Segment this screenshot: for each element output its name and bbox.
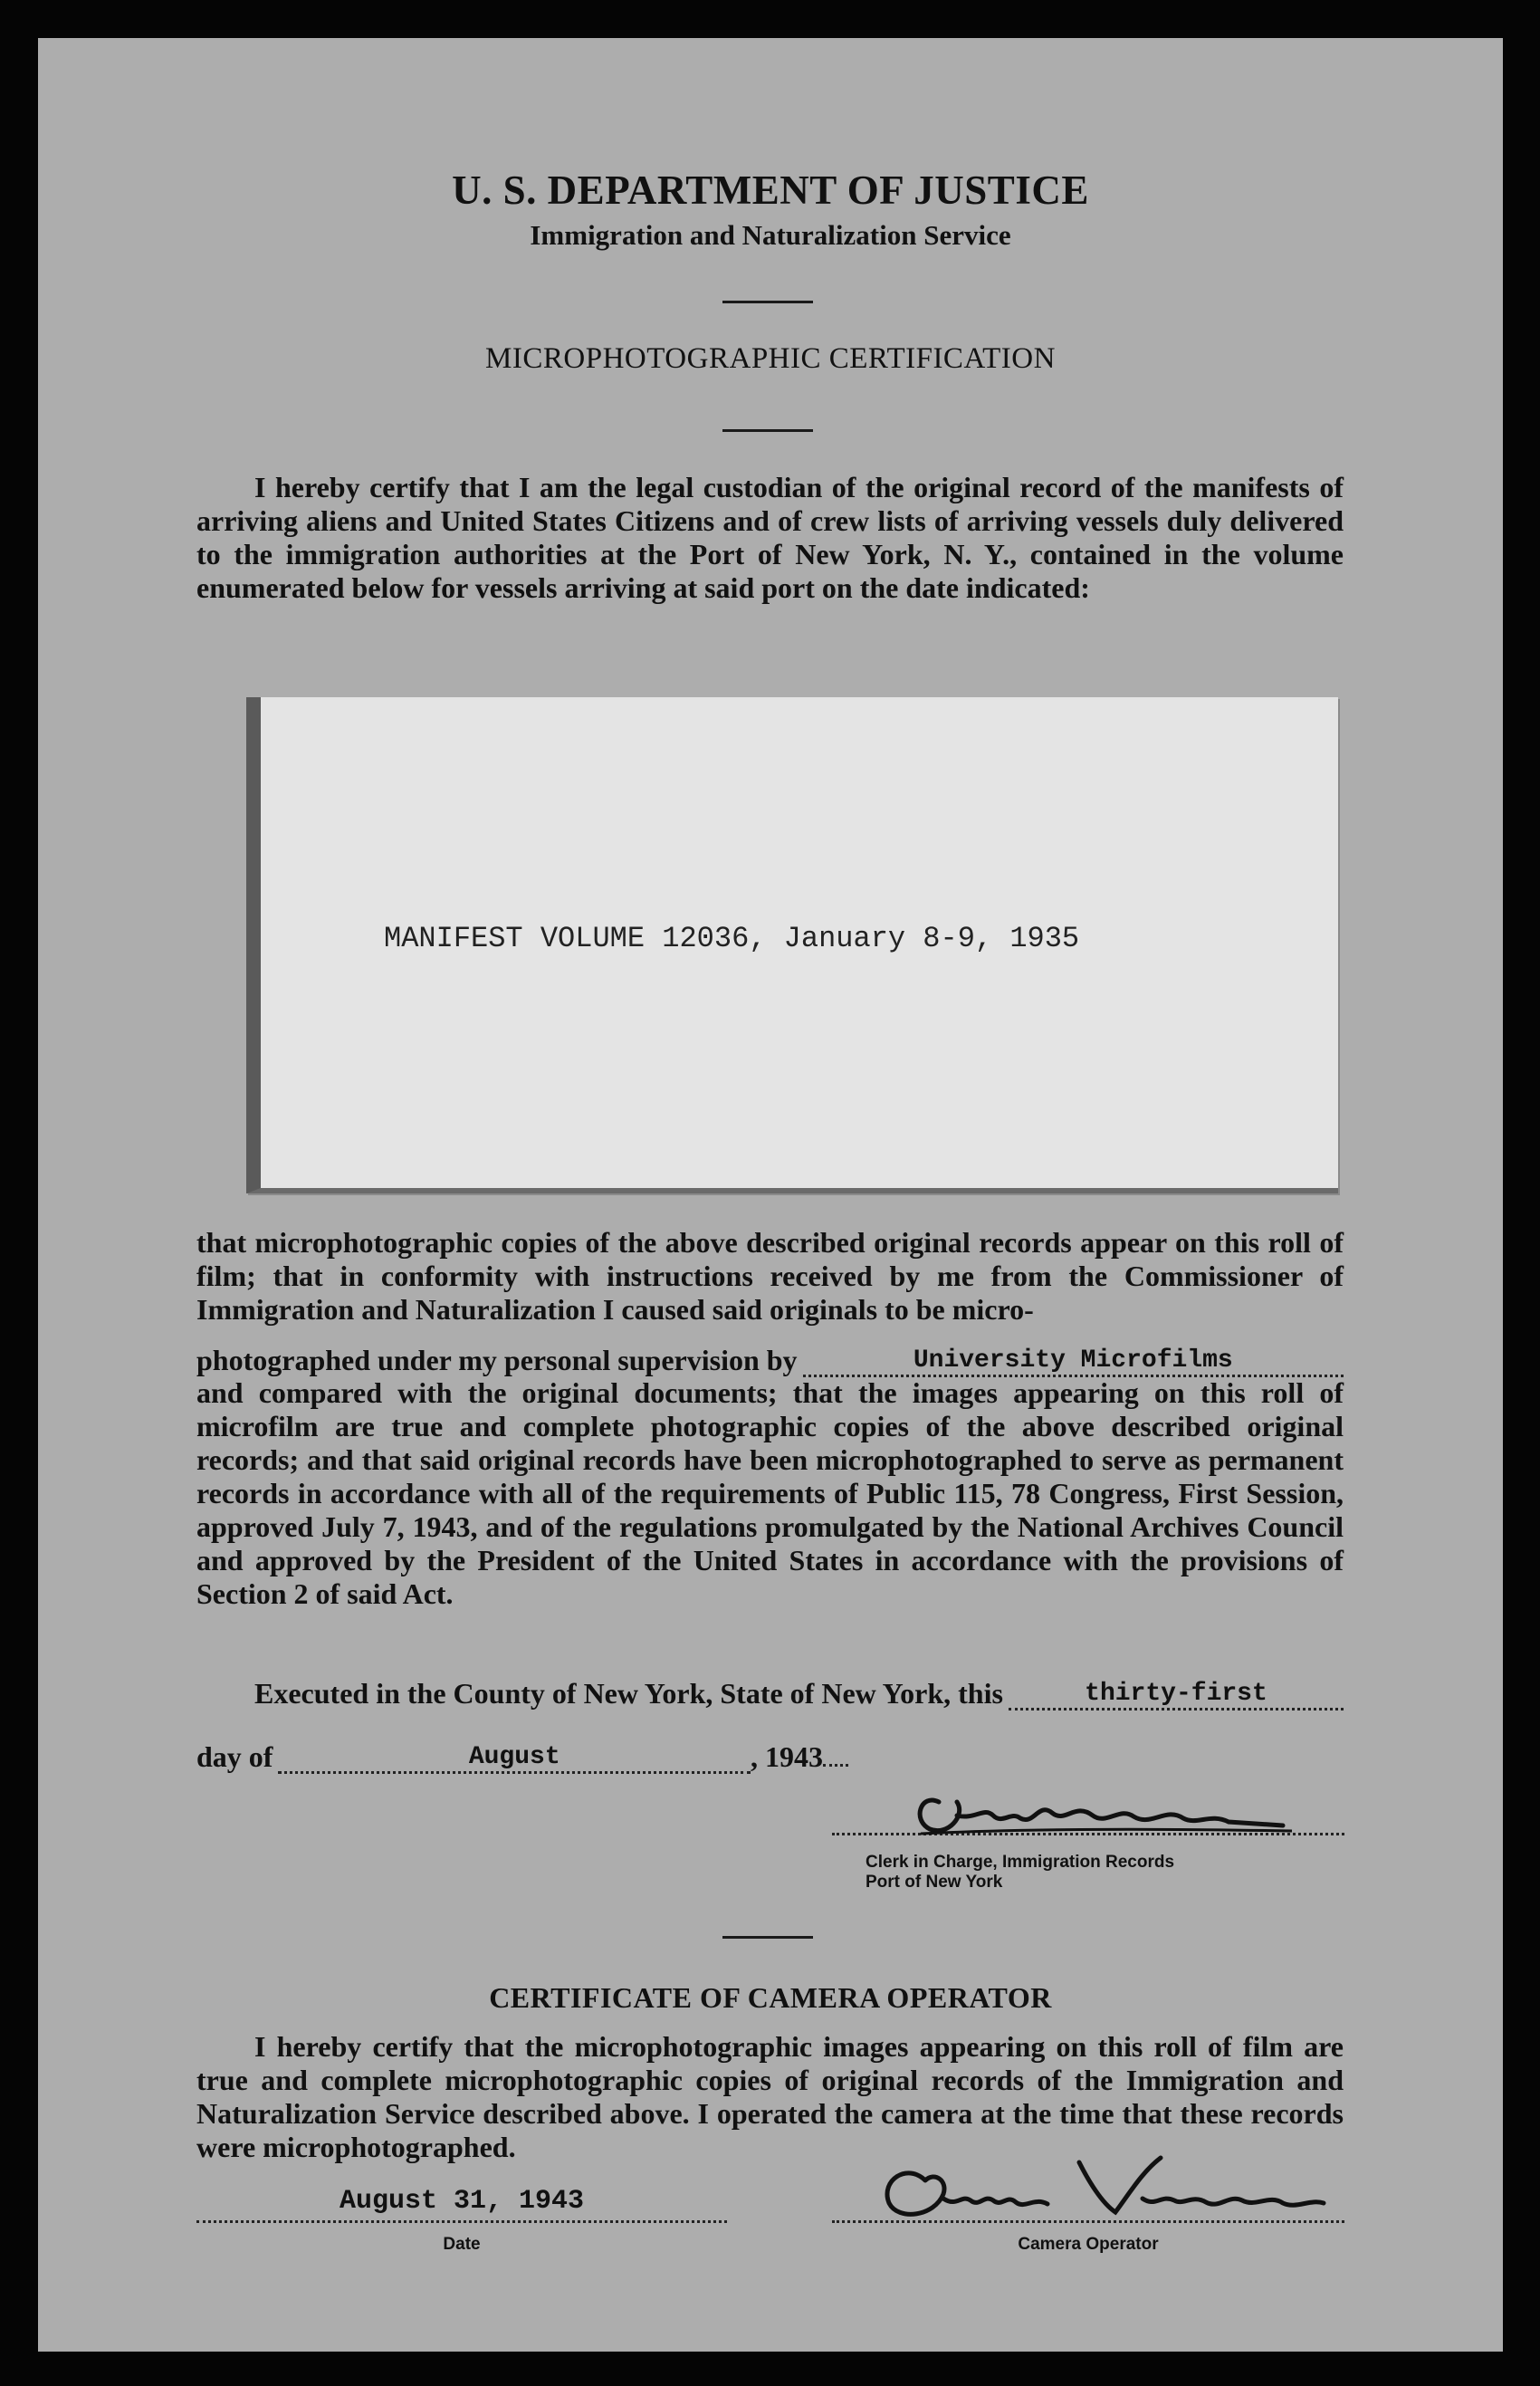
date-line [196,2220,727,2223]
body-paragraph-part1: that microphotographic copies of the above described original records appear on this roll of film; that in conformity with instructions received by me from the Commissioner of Immigration and Naturalization I caused said originals to be micro- [196,1226,1344,1326]
department-heading: U. S. DEPARTMENT OF JUSTICE [452,168,1089,213]
divider [722,301,813,303]
camera-operator-line [832,2220,1344,2223]
execution-prefix: Executed in the County of New York, State of New York, this [254,1677,1003,1710]
year-trailing-dots [823,1764,848,1767]
date-label: Date [443,2235,481,2254]
date-field [196,2186,727,2217]
supervision-prefix: photographed under my personal supervision by [196,1344,798,1376]
day-of-label: day of [196,1740,273,1773]
camera-operator-title: CERTIFICATE OF CAMERA OPERATOR [489,1981,1052,2014]
volume-card [246,697,1338,1193]
service-subheading: Immigration and Naturalization Service [530,219,1011,251]
divider [722,429,813,432]
day-field [1009,1673,1344,1710]
clerk-title-line1: Clerk in Charge, Immigration Records [866,1853,1175,1872]
body-paragraph-part2: and compared with the original documents; that the images appearing on this roll of microfilm are true and complete photographic copies of the above described original records; and that said original records have been microphotographed to serve as permanent records in accordance with all of the requirements of Public 115, 78 Congress, First Session, approved July 7, 1943, and of the regulations promulgated by the National Archives Council and approved by the President of the United States in accordance with the provisions of Section 2 of said Act. [196,1376,1344,1610]
month-field [278,1737,751,1774]
camera-operator-paragraph: I hereby certify that the microphotographic images appearing on this roll of film are true and complete microphotographic copies of original records of the Immigration and Naturalization Service described above. I operated the camera at the time that these records were microphotographed. [196,2030,1344,2163]
certification-title: MICROPHOTOGRAPHIC CERTIFICATION [485,342,1056,375]
month-value: August [468,1743,560,1771]
year-value: , 1943 [751,1740,823,1773]
clerk-title-line2: Port of New York [866,1873,1003,1892]
date-line [196,1740,848,1778]
intro-paragraph: I hereby certify that I am the legal custodian of the original record of the manifests of arriving aliens and United States Citizens and of crew lists of arriving vessels duly delivered to the immigration authorities at the Port of New York, N. Y., contained in the volume enumerated below for vessels arriving at said port on the date indicated: [196,471,1344,604]
volume-card-text: MANIFEST VOLUME 12036, January 8-9, 1935 [384,922,1080,955]
date-value: August 31, 1943 [339,2186,585,2217]
supervisor-field [803,1340,1344,1377]
clerk-signature [903,1766,1337,1847]
supervisor-value: University Microfilms [913,1346,1233,1375]
certificate-sheet [38,38,1503,2352]
supervision-line [196,1344,1344,1381]
execution-line [196,1677,1344,1714]
day-value: thirty-first [1085,1680,1267,1708]
divider [722,1936,813,1939]
camera-operator-label: Camera Operator [1018,2235,1159,2254]
